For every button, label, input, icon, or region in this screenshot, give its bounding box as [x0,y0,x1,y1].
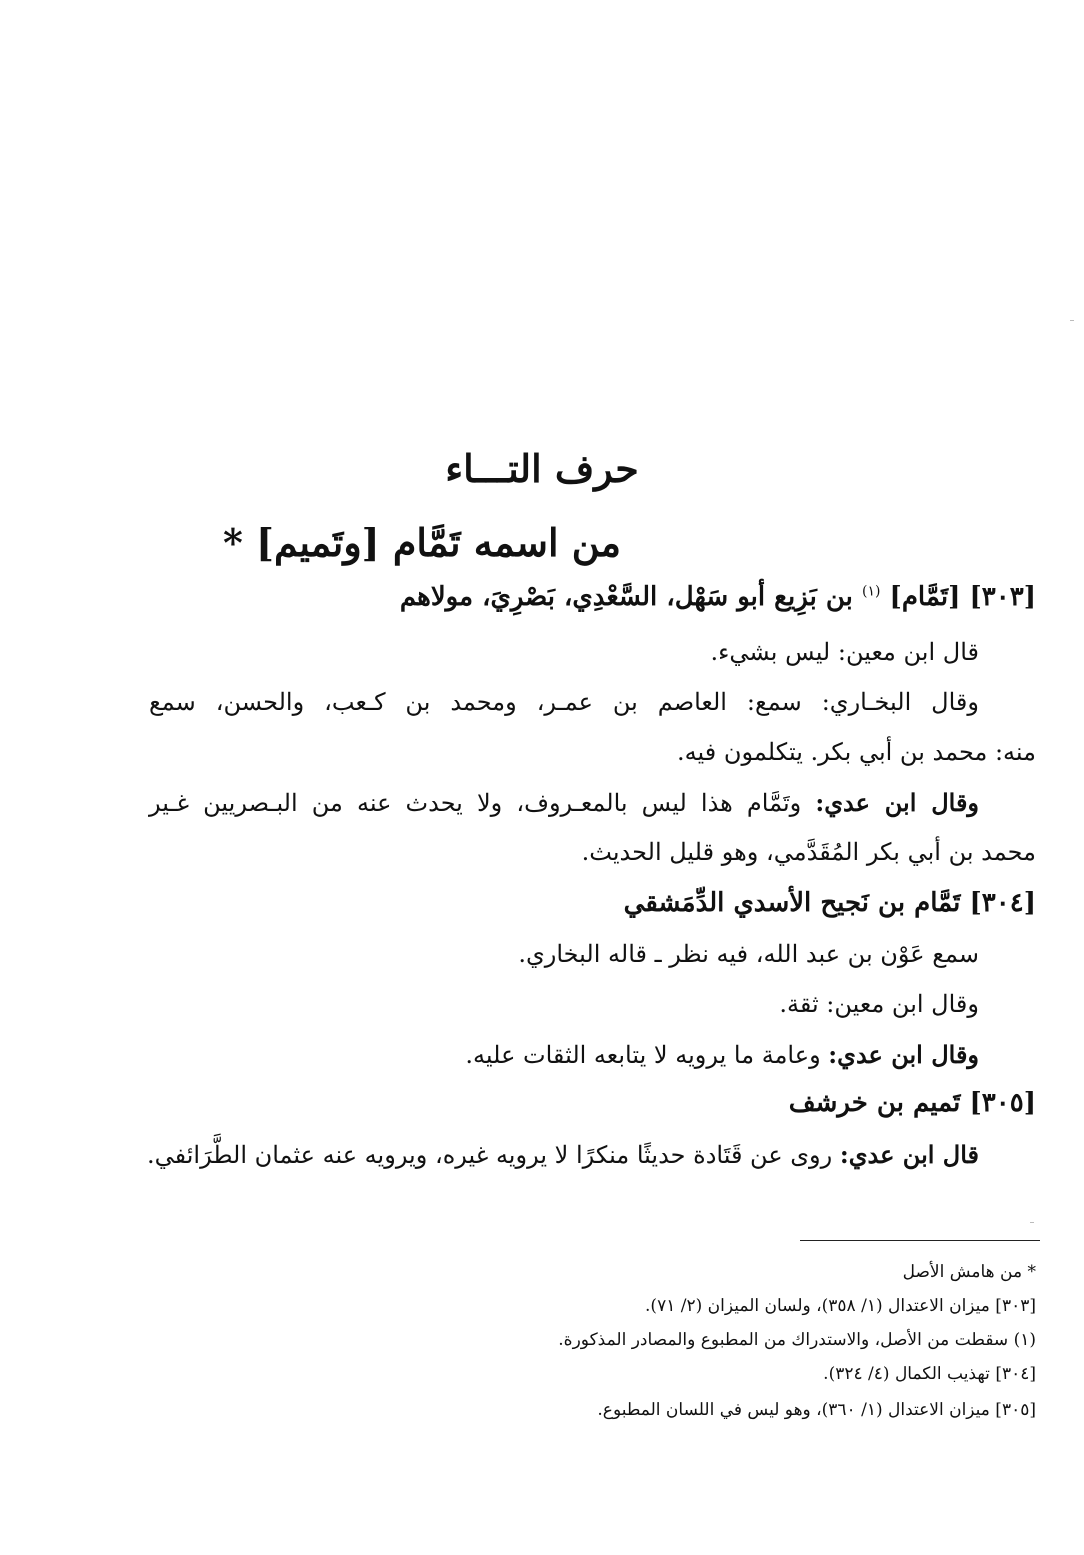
entry-303-ibn-adi-line-1 [149,788,979,817]
entry-303-name: [تَمَّام] [889,582,961,612]
entry-305-heading [789,1088,1036,1118]
entry-303-line-2: وقال البخـاري: سمع: العاصم بن عمـر، ومحمد بن كـعب، والحسن، سمع [149,688,979,716]
ibn-adi-text: وعامة ما يرويه لا يتابعه الثقات عليه. [465,1041,821,1069]
ibn-adi-label: وقال ابن عدي: [815,788,980,817]
ibn-adi-text: روى عن قَتَادة حديثًا منكرًا لا يرويه غيره، ويرويه عنه عثمان الطَّرَائفي. [146,1141,833,1169]
chapter-title: حرف التـــاء [445,446,639,491]
footnote-star: * من هامش الأصل [902,1262,1036,1282]
ibn-adi-text: وتَمَّام هذا ليس بالمعـروف، ولا يحدث عنه من البـصريين غـير [149,789,802,817]
entry-304-ibn-adi [465,1040,979,1069]
footnote-1: (١) سقطت من الأصل، والاستدراك من المطبوع والمصادر المذكورة. [558,1330,1036,1350]
entry-303-line-3: منه: محمد بن أبي بكر. يتكلمون فيه. [677,738,1036,766]
entry-304-line-1: سمع عَوْن بن عبد الله، فيه نظر ـ قاله البخاري. [518,940,979,968]
ibn-adi-label: وقال ابن عدي: [828,1040,979,1069]
scan-speck [1030,1222,1034,1223]
entry-303-ibn-adi-line-2: محمد بن أبي بكر المُقَدَّمي، وهو قليل الحديث. [581,838,1036,866]
footnote-separator [800,1240,1040,1241]
entry-305-ibn-adi [147,1140,979,1169]
section-title [0,520,1084,565]
entry-304-heading [624,888,1036,918]
entry-303-name-rest: بن بَزِيع أبو سَهْل، السَّعْدِي، بَصْرِيَ، مولاهم [399,582,853,612]
entry-304-number: [٣٠٤] [969,888,1036,918]
entry-305-number: [٣٠٥] [969,1088,1036,1118]
scan-speck [1070,320,1074,321]
entry-304-line-2: وقال ابن معين: ثقة. [779,990,979,1018]
section-title-text: من اسمه تَمَّام [وتَميم] * [222,520,622,565]
entry-303-number: [٣٠٣] [969,582,1036,612]
footnote-304: [٣٠٤] تهذيب الكمال (٤/ ٣٢٤). [823,1364,1036,1384]
entry-303-heading [400,582,1036,612]
footnote-303: [٣٠٣] ميزان الاعتدال (١/ ٣٥٨)، ولسان الميزان (٢/ ٧١). [645,1296,1036,1316]
entry-304-name: تَمَّام بن نَجيح الأسدي الدِّمَشقي [623,888,961,918]
footnote-305: [٣٠٥] ميزان الاعتدال (١/ ٣٦٠)، وهو ليس في اللسان المطبوع. [597,1400,1036,1420]
entry-303-line-1: قال ابن معين: ليس بشيء. [710,638,979,666]
footnote-ref-1: (١) [861,583,881,600]
entry-305-name: تَميم بن خرشف [788,1088,961,1118]
ibn-adi-label: قال ابن عدي: [839,1140,979,1169]
